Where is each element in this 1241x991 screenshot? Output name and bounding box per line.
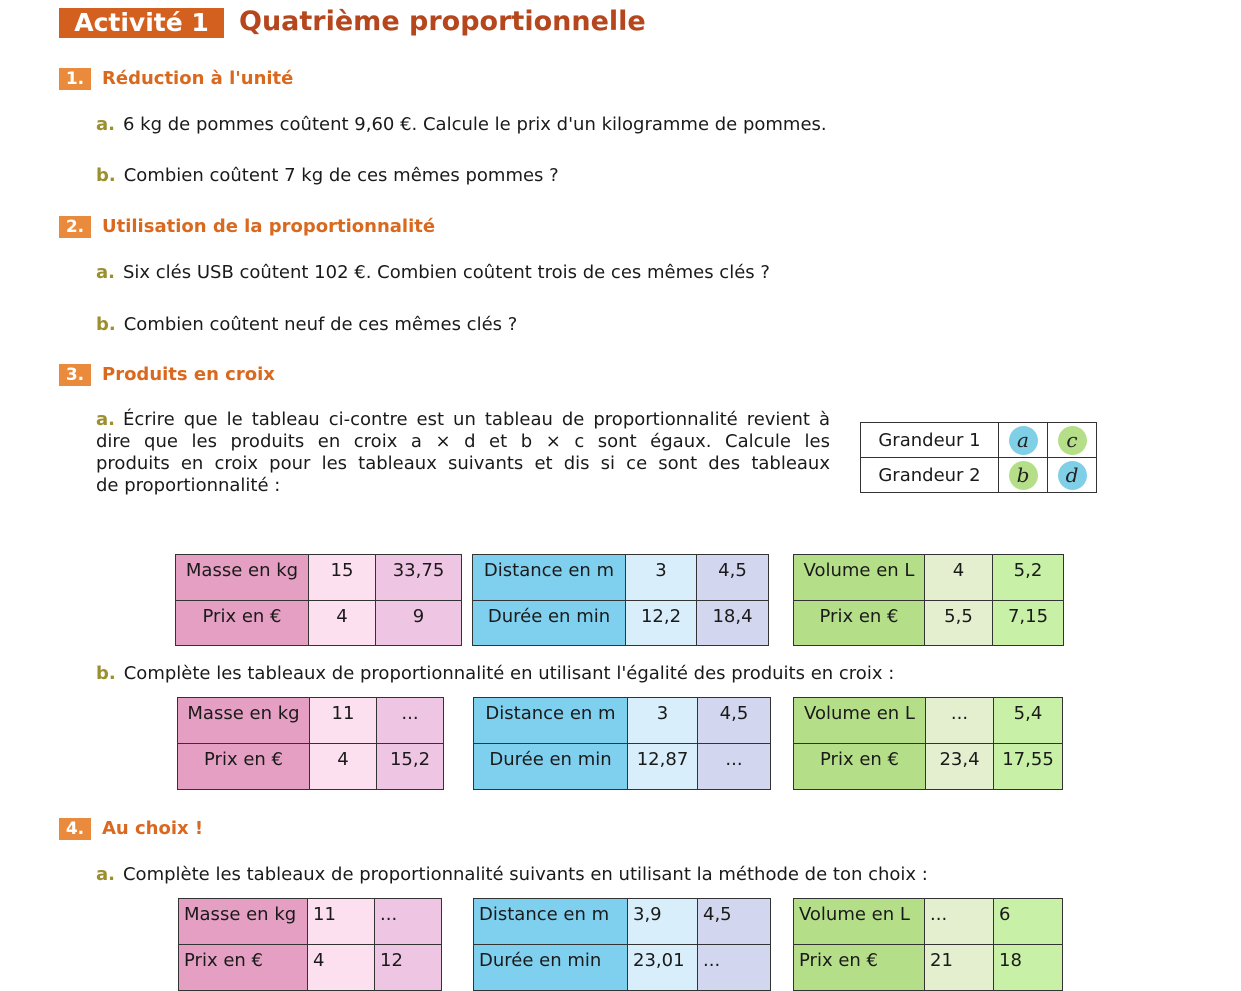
item-label: a.	[96, 409, 115, 430]
section-2-number: 2.	[59, 216, 91, 238]
section-2-item-b	[96, 313, 517, 337]
value-cell: ...	[925, 899, 994, 945]
example-row2-label: Grandeur 2	[861, 458, 999, 493]
header-duration: Durée en min	[473, 601, 626, 646]
value-cell: ...	[377, 698, 444, 744]
header-price: Prix en €	[794, 945, 925, 991]
value-cell: 4	[308, 945, 375, 991]
table-3b-volume	[793, 697, 1063, 790]
item-label: b.	[96, 314, 116, 335]
value-cell: 4,5	[698, 698, 771, 744]
table-3b-distance	[473, 697, 771, 790]
value-cell: 4,5	[698, 899, 771, 945]
value-cell: 5,4	[994, 698, 1063, 744]
paragraph-line	[96, 431, 830, 453]
value-cell: ...	[926, 698, 994, 744]
variable-b: b	[1009, 461, 1038, 490]
header-volume: Volume en L	[794, 899, 925, 945]
value-cell: 3	[628, 698, 698, 744]
item-label: b.	[96, 165, 116, 186]
item-label: b.	[96, 663, 116, 684]
value-cell: 33,75	[376, 555, 462, 601]
item-label: a.	[96, 114, 115, 135]
table-4a-distance	[473, 898, 771, 991]
value-cell: 21	[925, 945, 994, 991]
section-2-item-a	[96, 261, 770, 285]
value-cell: 15	[309, 555, 376, 601]
table-3a-distance	[472, 554, 769, 646]
value-cell: 23,01	[628, 945, 698, 991]
section-3-number: 3.	[59, 364, 91, 386]
value-cell: 12,87	[628, 744, 698, 790]
activity-badge: Activité 1	[59, 8, 224, 38]
section-3-title: Produits en croix	[102, 364, 275, 385]
paragraph-line	[96, 409, 830, 431]
variable-a: a	[1009, 426, 1038, 455]
item-text: Six clés USB coûtent 102 €. Combien coûtent trois de ces mêmes clés ?	[122, 262, 770, 283]
item-text: Complète les tableaux de proportionnalité en utilisant l'égalité des produits en croix :	[123, 663, 895, 684]
value-cell: 4	[925, 555, 993, 601]
value-cell: 23,4	[926, 744, 994, 790]
value-cell: 4	[309, 601, 376, 646]
line-text: produits en croix pour les tableaux suivants et dis si ce sont des tableaux	[96, 453, 830, 474]
value-cell: 12	[375, 945, 442, 991]
section-4-item-a	[96, 863, 928, 887]
variable-c: c	[1058, 426, 1087, 455]
header-mass: Masse en kg	[176, 555, 309, 601]
header-price: Prix en €	[794, 744, 926, 790]
header-duration: Durée en min	[474, 744, 628, 790]
paragraph-line	[96, 453, 830, 475]
section-3-item-a	[96, 409, 830, 497]
value-cell: 5,2	[993, 555, 1064, 601]
section-1-item-b	[96, 164, 559, 188]
example-cell-a	[999, 423, 1048, 458]
item-text: Combien coûtent 7 kg de ces mêmes pommes ?	[123, 165, 559, 186]
example-cell-b	[999, 458, 1048, 493]
table-4a-mass	[178, 898, 442, 991]
example-cell-c	[1048, 423, 1097, 458]
activity-title: Quatrième proportionnelle	[239, 6, 646, 37]
value-cell: 3,9	[628, 899, 698, 945]
value-cell: 4	[310, 744, 377, 790]
section-3-item-b	[96, 662, 894, 686]
item-text: Complète les tableaux de proportionnalité suivants en utilisant la méthode de ton choix :	[122, 864, 928, 885]
example-row1-label: Grandeur 1	[861, 423, 999, 458]
item-label: a.	[96, 864, 115, 885]
header-volume: Volume en L	[794, 555, 925, 601]
header-duration: Durée en min	[474, 945, 628, 991]
item-text: 6 kg de pommes coûtent 9,60 €. Calcule le prix d'un kilogramme de pommes.	[122, 114, 827, 135]
value-cell: 9	[376, 601, 462, 646]
value-cell: 11	[310, 698, 377, 744]
section-4-number: 4.	[59, 818, 91, 840]
section-2-title: Utilisation de la proportionnalité	[102, 216, 436, 237]
example-table	[860, 422, 1097, 493]
header-distance: Distance en m	[474, 899, 628, 945]
paragraph-line	[96, 475, 830, 497]
value-cell: 6	[994, 899, 1063, 945]
value-cell: ...	[698, 744, 771, 790]
value-cell: 17,55	[994, 744, 1063, 790]
example-cell-d	[1048, 458, 1097, 493]
header-distance: Distance en m	[473, 555, 626, 601]
item-text: Combien coûtent neuf de ces mêmes clés ?	[123, 314, 518, 335]
value-cell: 11	[308, 899, 375, 945]
value-cell: ...	[375, 899, 442, 945]
value-cell: 7,15	[993, 601, 1064, 646]
table-3b-mass	[177, 697, 444, 790]
section-1-title: Réduction à l'unité	[102, 68, 294, 89]
section-4-title: Au choix !	[102, 818, 204, 839]
line-text: de proportionnalité :	[96, 475, 281, 496]
header-mass: Masse en kg	[179, 899, 308, 945]
header-price: Prix en €	[178, 744, 310, 790]
value-cell: 4,5	[697, 555, 769, 601]
section-1-number: 1.	[59, 68, 91, 90]
value-cell: ...	[698, 945, 771, 991]
header-distance: Distance en m	[474, 698, 628, 744]
header-price: Prix en €	[176, 601, 309, 646]
variable-d: d	[1058, 461, 1087, 490]
line-text: Écrire que le tableau ci-contre est un tableau de proportionnalité revient à	[122, 409, 830, 430]
section-1-item-a	[96, 113, 827, 137]
value-cell: 5,5	[925, 601, 993, 646]
header-price: Prix en €	[794, 601, 925, 646]
table-4a-volume	[793, 898, 1063, 991]
header-volume: Volume en L	[794, 698, 926, 744]
value-cell: 3	[626, 555, 697, 601]
header-price: Prix en €	[179, 945, 308, 991]
value-cell: 12,2	[626, 601, 697, 646]
value-cell: 15,2	[377, 744, 444, 790]
item-label: a.	[96, 262, 115, 283]
value-cell: 18,4	[697, 601, 769, 646]
header-mass: Masse en kg	[178, 698, 310, 744]
value-cell: 18	[994, 945, 1063, 991]
table-3a-mass	[175, 554, 462, 646]
line-text: dire que les produits en croix a × d et b × c sont égaux. Calcule les	[96, 431, 830, 452]
table-3a-volume	[793, 554, 1064, 646]
